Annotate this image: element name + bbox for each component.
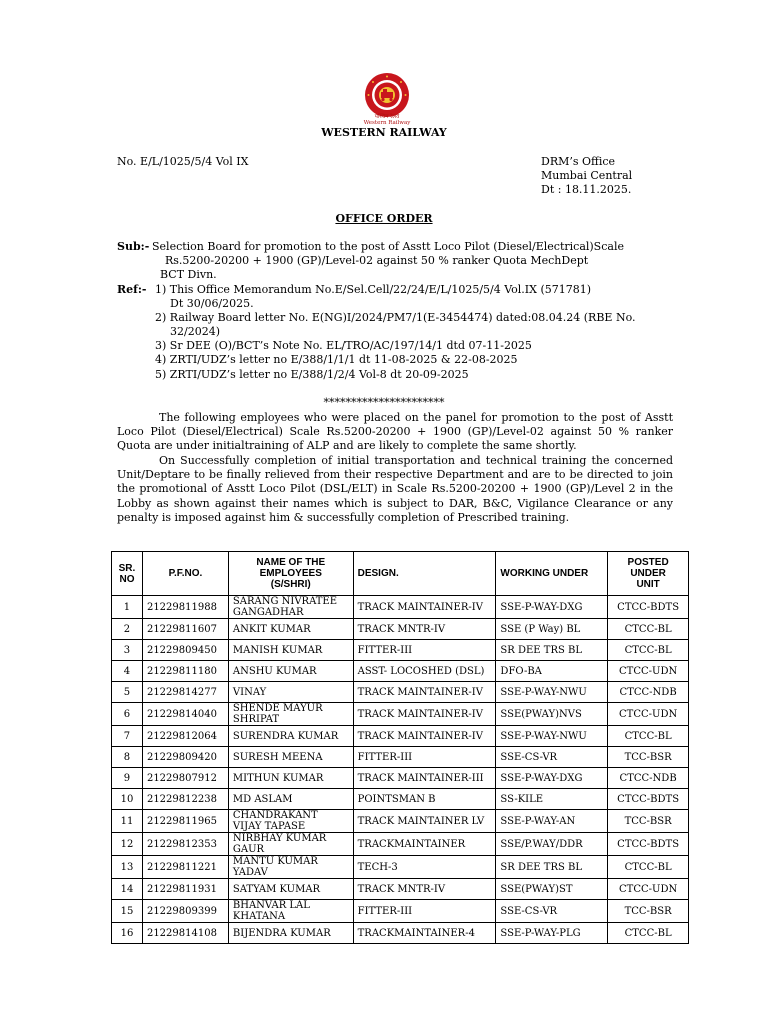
table-row xyxy=(112,726,689,747)
cell-working-under: SSE-P-WAY-DXG xyxy=(496,596,608,619)
cell-designation: TRACK MNTR-IV xyxy=(353,619,496,640)
cell-employee-name: SURENDRA KUMAR xyxy=(228,726,353,747)
header-sr-no: SR. NO xyxy=(112,552,143,596)
cell-posted-unit: CTCC-BL xyxy=(608,619,689,640)
cell-working-under: SR DEE TRS BL xyxy=(496,640,608,661)
cell-pf-no: 21229809399 xyxy=(142,900,228,923)
table-row xyxy=(112,768,689,789)
cell-sr-no: 8 xyxy=(112,747,143,768)
office-line-1: DRM’s Office xyxy=(541,155,616,168)
cell-posted-unit: TCC-BSR xyxy=(608,747,689,768)
header-working-under: WORKING UNDER xyxy=(496,552,608,596)
cell-employee-name: ANKIT KUMAR xyxy=(228,619,353,640)
reference-item: 3) Sr DEE (O)/BCT’s Note No. EL/TRO/AC/197/14/1 dtd 07-11-2025 xyxy=(155,339,532,352)
order-date: Dt : 18.11.2025. xyxy=(541,183,632,196)
subject-line-1: Selection Board for promotion to the post of Asstt Loco Pilot (Diesel/Electrical)Scale xyxy=(152,240,624,253)
table-row xyxy=(112,640,689,661)
cell-pf-no: 21229811931 xyxy=(142,879,228,900)
cell-working-under: SR DEE TRS BL xyxy=(496,856,608,879)
cell-employee-name: MITHUN KUMAR xyxy=(228,768,353,789)
cell-employee-name: MD ASLAM xyxy=(228,789,353,810)
cell-posted-unit: CTCC-BL xyxy=(608,923,689,944)
cell-designation: TRACKMAINTAINER-4 xyxy=(353,923,496,944)
cell-working-under: DFO-BA xyxy=(496,661,608,682)
cell-working-under: SSE (P Way) BL xyxy=(496,619,608,640)
cell-employee-name: CHANDRAKANT VIJAY TAPASE xyxy=(228,810,353,833)
logo-caption-english: Western Railway xyxy=(363,120,411,126)
cell-designation: POINTSMAN B xyxy=(353,789,496,810)
reference-item: 4) ZRTI/UDZ’s letter no E/388/1/1/1 dt 11-08-2025 & 22-08-2025 xyxy=(155,353,518,366)
cell-pf-no: 21229812353 xyxy=(142,833,228,856)
cell-employee-name: VINAY xyxy=(228,682,353,703)
cell-employee-name: NIRBHAY KUMAR GAUR xyxy=(228,833,353,856)
cell-posted-unit: CTCC-BDTS xyxy=(608,833,689,856)
organization-name: WESTERN RAILWAY xyxy=(321,126,447,139)
cell-working-under: SSE-P-WAY-NWU xyxy=(496,682,608,703)
cell-posted-unit: CTCC-UDN xyxy=(608,879,689,900)
table-row xyxy=(112,856,689,879)
cell-posted-unit: CTCC-BL xyxy=(608,726,689,747)
cell-employee-name: MANTU KUMAR YADAV xyxy=(228,856,353,879)
table-row xyxy=(112,596,689,619)
cell-designation: FITTER-III xyxy=(353,900,496,923)
table-row xyxy=(112,833,689,856)
cell-designation: TRACK MAINTAINER-IV xyxy=(353,726,496,747)
cell-pf-no: 21229811965 xyxy=(142,810,228,833)
cell-working-under: SSE-P-WAY-NWU xyxy=(496,726,608,747)
cell-pf-no: 21229814277 xyxy=(142,682,228,703)
body-paragraph-1 xyxy=(117,411,673,454)
subject-line-3: BCT Divn. xyxy=(160,268,217,281)
railway-logo-icon xyxy=(364,72,410,118)
cell-working-under: SSE(PWAY)NVS xyxy=(496,703,608,726)
header-posted-unit: POSTED UNDER UNIT xyxy=(608,552,689,596)
cell-posted-unit: CTCC-BDTS xyxy=(608,789,689,810)
cell-sr-no: 15 xyxy=(112,900,143,923)
cell-sr-no: 7 xyxy=(112,726,143,747)
cell-designation: TECH-3 xyxy=(353,856,496,879)
cell-designation: TRACK MAINTAINER-IV xyxy=(353,682,496,703)
document-title: OFFICE ORDER xyxy=(335,212,433,225)
cell-posted-unit: CTCC-UDN xyxy=(608,703,689,726)
cell-employee-name: ANSHU KUMAR xyxy=(228,661,353,682)
cell-posted-unit: TCC-BSR xyxy=(608,810,689,833)
cell-designation: FITTER-III xyxy=(353,640,496,661)
cell-sr-no: 1 xyxy=(112,596,143,619)
cell-posted-unit: CTCC-NDB xyxy=(608,768,689,789)
reference-item: 2) Railway Board letter No. E(NG)I/2024/PM7/1(E-3454474) dated:08.04.24 (RBE No. xyxy=(155,311,636,324)
logo-caption xyxy=(354,114,420,126)
cell-working-under: SSE(PWAY)ST xyxy=(496,879,608,900)
cell-designation: TRACK MAINTAINER-IV xyxy=(353,596,496,619)
cell-employee-name: SATYAM KUMAR xyxy=(228,879,353,900)
cell-sr-no: 6 xyxy=(112,703,143,726)
cell-employee-name: BHANVAR LAL KHATANA xyxy=(228,900,353,923)
reference-item: 32/2024) xyxy=(170,325,220,338)
body-paragraph-2-text: On Successfully completion of initial transportation and technical training the concerned Unit/Deptare to be finally relieved from their respective Department and are to be directed to join the promotional of Asstt Loco Pilot (DSL/ELT) in Scale Rs.5200-20200 + 1900 (GP)/Level 2 in the Lobby as shown against their names which is subject to DAR, B&C, Vigilance Clearance or any penalty is imposed against him & successfully completion of Prescribed training. xyxy=(117,454,673,524)
logo-caption-hindi: पश्चिम रेलवे xyxy=(374,114,400,120)
cell-posted-unit: TCC-BSR xyxy=(608,900,689,923)
subject-label: Sub:- xyxy=(117,240,150,253)
cell-sr-no: 16 xyxy=(112,923,143,944)
cell-pf-no: 21229811221 xyxy=(142,856,228,879)
cell-sr-no: 3 xyxy=(112,640,143,661)
body-paragraph-2 xyxy=(117,454,673,525)
cell-sr-no: 9 xyxy=(112,768,143,789)
cell-pf-no: 21229814040 xyxy=(142,703,228,726)
cell-pf-no: 21229811180 xyxy=(142,661,228,682)
table-row xyxy=(112,879,689,900)
header-pf-no: P.F.NO. xyxy=(142,552,228,596)
office-line-2: Mumbai Central xyxy=(541,169,633,182)
table-row xyxy=(112,682,689,703)
cell-sr-no: 4 xyxy=(112,661,143,682)
cell-working-under: SS-KILE xyxy=(496,789,608,810)
cell-designation: TRACK MNTR-IV xyxy=(353,879,496,900)
cell-posted-unit: CTCC-NDB xyxy=(608,682,689,703)
cell-working-under: SSE/P.WAY/DDR xyxy=(496,833,608,856)
cell-employee-name: MANISH KUMAR xyxy=(228,640,353,661)
cell-employee-name: SHENDE MAYUR SHRIPAT xyxy=(228,703,353,726)
cell-sr-no: 10 xyxy=(112,789,143,810)
cell-sr-no: 14 xyxy=(112,879,143,900)
cell-sr-no: 13 xyxy=(112,856,143,879)
cell-designation: TRACK MAINTAINER-III xyxy=(353,768,496,789)
cell-working-under: SSE-CS-VR xyxy=(496,900,608,923)
reference-item: 5) ZRTI/UDZ’s letter no E/388/1/2/4 Vol-8 dt 20-09-2025 xyxy=(155,368,469,381)
separator-stars: ********************** xyxy=(323,396,445,409)
table-row xyxy=(112,789,689,810)
reference-number: No. E/L/1025/5/4 Vol IX xyxy=(117,155,249,168)
cell-pf-no: 21229809420 xyxy=(142,747,228,768)
reference-label: Ref:- xyxy=(117,283,147,296)
body-paragraph-1-text: The following employees who were placed on the panel for promotion to the post of Asstt Loco Pilot (Diesel/Electrical) Scale Rs.5200-20200 + 1900 (GP)/Level-02 against 50 % ranker Quota are under initialtraining of ALP and are likely to complete the same shortly. xyxy=(117,411,673,453)
cell-pf-no: 21229814108 xyxy=(142,923,228,944)
cell-working-under: SSE-CS-VR xyxy=(496,747,608,768)
employee-table xyxy=(111,551,689,944)
reference-item: 1) This Office Memorandum No.E/Sel.Cell/22/24/E/L/1025/5/4 Vol.IX (571781) xyxy=(155,283,592,296)
table-row xyxy=(112,747,689,768)
table-row xyxy=(112,923,689,944)
header-employee-name: NAME OF THE EMPLOYEES (S/SHRI) xyxy=(228,552,353,596)
cell-sr-no: 11 xyxy=(112,810,143,833)
header-designation: DESIGN. xyxy=(353,552,496,596)
cell-pf-no: 21229812238 xyxy=(142,789,228,810)
cell-employee-name: BIJENDRA KUMAR xyxy=(228,923,353,944)
cell-pf-no: 21229807912 xyxy=(142,768,228,789)
cell-working-under: SSE-P-WAY-AN xyxy=(496,810,608,833)
subject-line-2: Rs.5200-20200 + 1900 (GP)/Level-02 against 50 % ranker Quota MechDept xyxy=(165,254,589,267)
cell-pf-no: 21229811607 xyxy=(142,619,228,640)
cell-designation: TRACK MAINTAINER-IV xyxy=(353,703,496,726)
cell-pf-no: 21229812064 xyxy=(142,726,228,747)
table-row xyxy=(112,619,689,640)
cell-sr-no: 2 xyxy=(112,619,143,640)
table-row xyxy=(112,703,689,726)
cell-sr-no: 5 xyxy=(112,682,143,703)
cell-posted-unit: CTCC-BL xyxy=(608,856,689,879)
cell-posted-unit: CTCC-BL xyxy=(608,640,689,661)
cell-posted-unit: CTCC-BDTS xyxy=(608,596,689,619)
cell-pf-no: 21229809450 xyxy=(142,640,228,661)
cell-employee-name: SARANG NIVRATEE GANGADHAR xyxy=(228,596,353,619)
cell-designation: ASST- LOCOSHED (DSL) xyxy=(353,661,496,682)
cell-designation: FITTER-III xyxy=(353,747,496,768)
cell-pf-no: 21229811988 xyxy=(142,596,228,619)
cell-posted-unit: CTCC-UDN xyxy=(608,661,689,682)
cell-designation: TRACKMAINTAINER xyxy=(353,833,496,856)
table-row xyxy=(112,810,689,833)
cell-working-under: SSE-P-WAY-PLG xyxy=(496,923,608,944)
table-row xyxy=(112,900,689,923)
cell-employee-name: SURESH MEENA xyxy=(228,747,353,768)
cell-designation: TRACK MAINTAINER LV xyxy=(353,810,496,833)
cell-sr-no: 12 xyxy=(112,833,143,856)
table-header-row xyxy=(112,552,689,596)
reference-item: Dt 30/06/2025. xyxy=(170,297,254,310)
table-row xyxy=(112,661,689,682)
cell-working-under: SSE-P-WAY-DXG xyxy=(496,768,608,789)
